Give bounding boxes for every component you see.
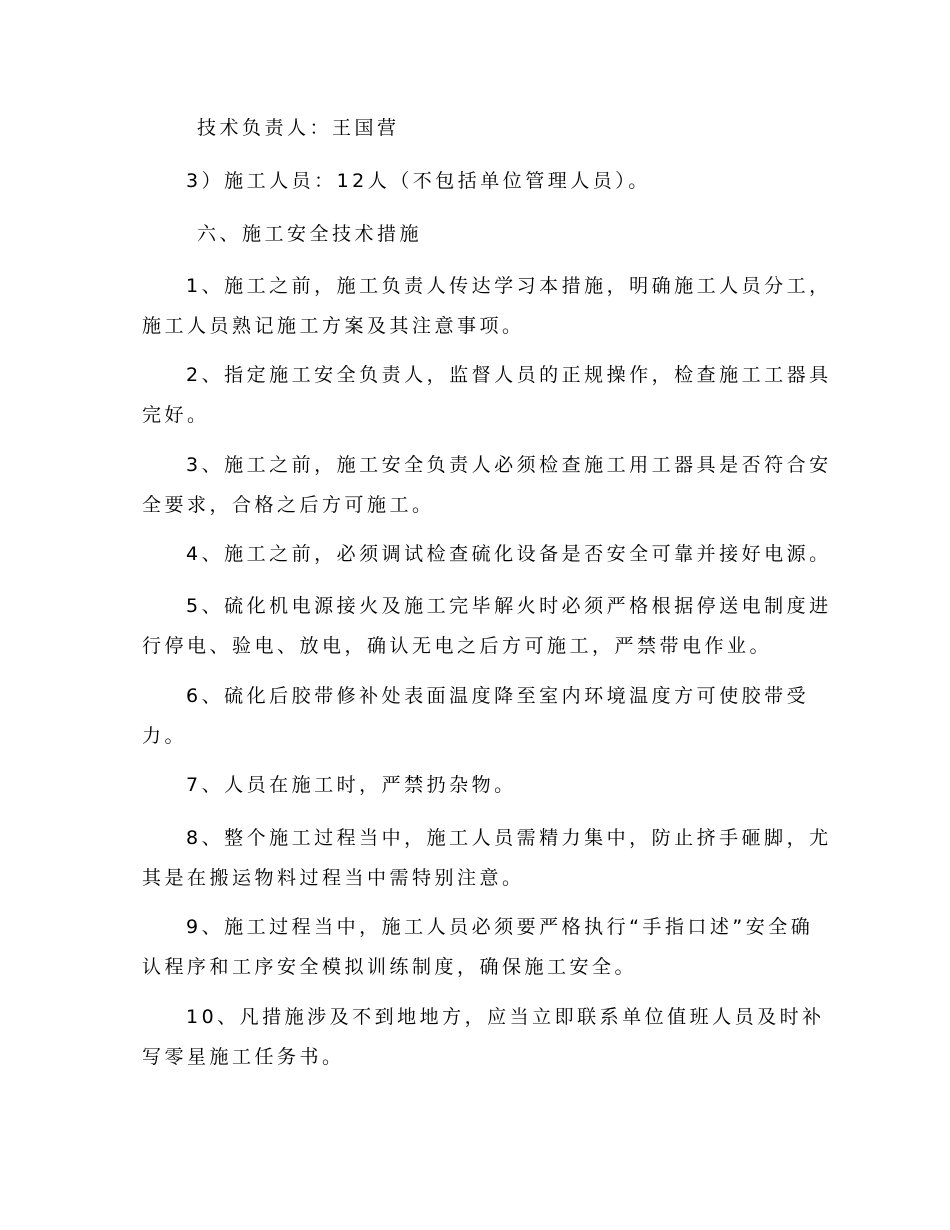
item-4-line-1: 4、施工之前，必须调试检查硫化设备是否安全可靠并接好电源。 bbox=[186, 543, 832, 565]
item-7-line-1: 7、人员在施工时，严禁扔杂物。 bbox=[186, 774, 517, 796]
item-9-line-2: 认程序和工序安全模拟训练制度，确保施工安全。 bbox=[142, 956, 638, 978]
item-10-line-2: 写零星施工任务书。 bbox=[142, 1046, 345, 1068]
item-2-line-1: 2、指定施工安全负责人，监督人员的正规操作，检查施工工器具 bbox=[186, 364, 832, 386]
item-1-line-1: 1、施工之前，施工负责人传达学习本措施，明确施工人员分工， bbox=[186, 275, 832, 297]
construction-staff-line: 3）施工人员：12人（不包括单位管理人员）。 bbox=[186, 170, 651, 192]
item-5-line-2: 行停电、验电、放电，确认无电之后方可施工，严禁带电作业。 bbox=[142, 635, 773, 657]
item-8-line-2: 其是在搬运物料过程当中需特别注意。 bbox=[142, 867, 525, 889]
item-6-line-1: 6、硫化后胶带修补处表面温度降至室内环境温度方可使胶带受 bbox=[186, 685, 810, 707]
technical-lead-line: 技术负责人：王国营 bbox=[197, 117, 400, 139]
item-8-line-1: 8、整个施工过程当中，施工人员需精力集中，防止挤手砸脚，尤 bbox=[186, 827, 832, 849]
section-heading: 六、施工安全技术措施 bbox=[197, 223, 423, 245]
item-9-line-1: 9、施工过程当中，施工人员必须要严格执行“手指口述”安全确 bbox=[186, 916, 814, 938]
item-10-line-1: 10、凡措施涉及不到地地方，应当立即联系单位值班人员及时补 bbox=[186, 1006, 825, 1028]
item-5-line-1: 5、硫化机电源接火及施工完毕解火时必须严格根据停送电制度进 bbox=[186, 595, 832, 617]
item-3-line-2: 全要求，合格之后方可施工。 bbox=[142, 494, 435, 516]
item-3-line-1: 3、施工之前，施工安全负责人必须检查施工用工器具是否符合安 bbox=[186, 454, 832, 476]
item-6-line-2: 力。 bbox=[142, 725, 188, 747]
item-1-line-2: 施工人员熟记施工方案及其注意事项。 bbox=[142, 315, 525, 337]
item-2-line-2: 完好。 bbox=[142, 404, 210, 426]
